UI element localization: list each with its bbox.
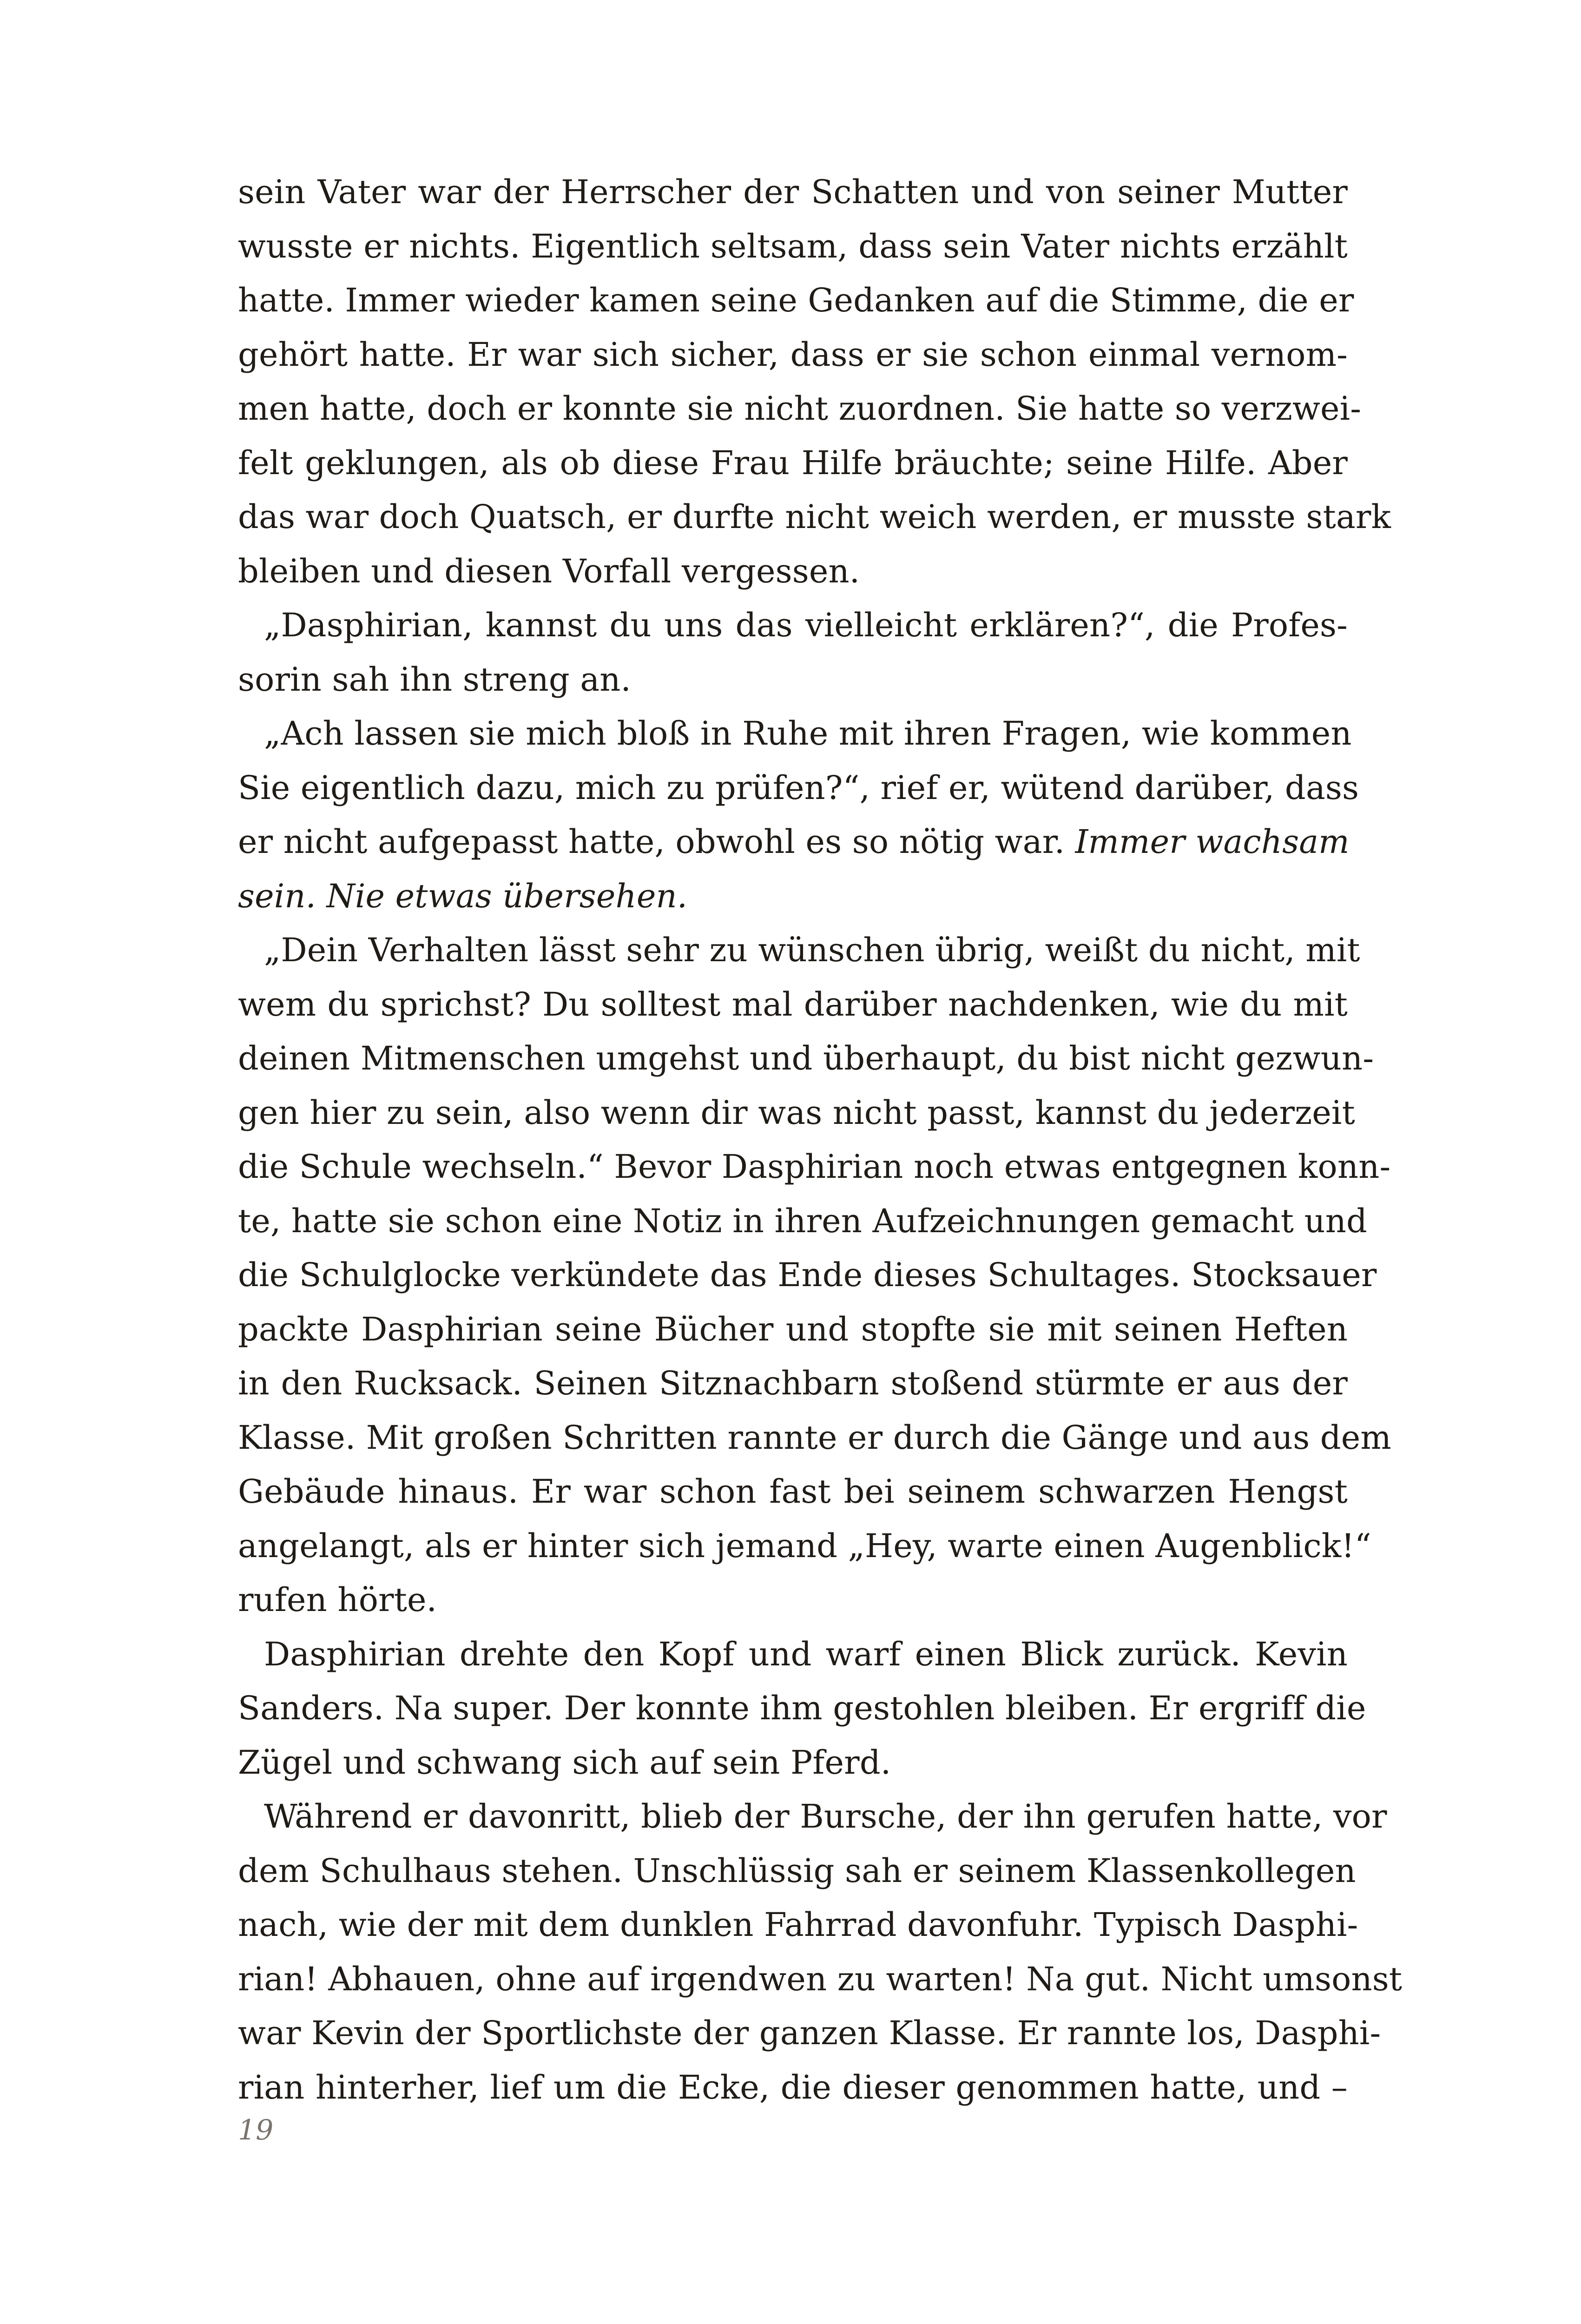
text-line [238,1302,1348,1357]
line-text: bleiben und diesen Vorfall vergessen. [238,552,860,590]
line-text: packte Dasphirian seine Bücher und stopfte sie mit seinen Heften [238,1310,1348,1348]
text-line [238,382,1362,436]
text-line [238,869,1348,924]
text-line [238,1248,1377,1302]
text-line [238,490,1391,544]
line-text: Klasse. Mit großen Schritten rannte er durch die Gänge und aus dem [238,1418,1391,1457]
text-line [238,1031,1374,1086]
line-text: das war doch Quatsch, er durfte nicht weich werden, er musste stark [238,498,1391,536]
text-line [238,977,1348,1032]
text-line [238,219,1348,274]
line-text: felt geklungen, als ob diese Frau Hilfe bräuchte; seine Hilfe. Aber [238,443,1348,482]
text-line [238,1140,1391,1194]
line-text: angelangt, als er hinter sich jemand „Hey, warte einen Augenblick!“ [238,1526,1371,1565]
line-text: „Dein Verhalten lässt sehr zu wünschen übrig, weißt du nicht, mit [264,931,1360,969]
text-line [238,1681,1366,1736]
body-text [238,165,1403,2114]
text-line [238,706,1352,761]
text-line [238,1519,1371,1573]
text-line [238,2060,1348,2115]
text-line [238,1194,1368,1248]
line-text: gen hier zu sein, also wenn dir was nicht passt, kannst du jederzeit [238,1093,1355,1132]
line-text: rian hinterher, lief um die Ecke, die dieser genommen hatte, und – [238,2068,1348,2106]
line-text: wusste er nichts. Eigentlich seltsam, dass sein Vater nichts erzählt [238,227,1348,265]
line-text: hatte. Immer wieder kamen seine Gedanken auf die Stimme, die er [238,281,1354,319]
text-line [238,1411,1391,1465]
line-text: Während er davonritt, blieb der Bursche, der ihn gerufen hatte, vor [264,1797,1387,1835]
text-line [238,923,1360,977]
line-text: Zügel und schwang sich auf sein Pferd. [238,1743,891,1782]
text-line [238,1952,1403,2007]
line-text: Dasphirian drehte den Kopf und warf einen Blick zurück. Kevin [264,1635,1348,1673]
page-number: 19 [238,2114,274,2146]
line-text: rian! Abhauen, ohne auf irgendwen zu warten! Na gut. Nicht umsonst [238,1960,1403,1998]
text-line [238,1573,1348,1627]
text-line [238,1356,1348,1411]
text-line [238,1627,1348,1682]
line-text: Sanders. Na super. Der konnte ihm gestohlen bleiben. Er ergriff die [238,1689,1366,1727]
line-text: „Ach lassen sie mich bloß in Ruhe mit ihren Fragen, wie kommen [264,714,1352,753]
text-line [238,328,1348,382]
line-text: men hatte, doch er konnte sie nicht zuordnen. Sie hatte so verzwei- [238,390,1362,428]
text-line [238,1465,1348,1519]
line-text: Gebäude hinaus. Er war schon fast bei seinem schwarzen Hengst [238,1472,1348,1511]
line-text: te, hatte sie schon eine Notiz in ihren Aufzeichnungen gemacht und [238,1202,1368,1240]
italic-text: sein. Nie etwas übersehen. [238,877,688,915]
line-text: rufen hörte. [238,1581,437,1619]
line-text: wem du sprichst? Du solltest mal darüber nachdenken, wie du mit [238,985,1348,1023]
line-text: dem Schulhaus stehen. Unschlüssig sah er seinem Klassenkollegen [238,1851,1356,1890]
line-text: gehört hatte. Er war sich sicher, dass er sie schon einmal vernom- [238,335,1348,374]
line-text: in den Rucksack. Seinen Sitznachbarn stoßend stürmte er aus der [238,1364,1348,1402]
line-text: er nicht aufgepasst hatte, obwohl es so nötig war. [238,823,1075,861]
text-line [238,2006,1381,2060]
line-text: war Kevin der Sportlichste der ganzen Klasse. Er rannte los, Dasphi- [238,2014,1381,2052]
text-line [238,761,1359,815]
text-line [238,1844,1356,1898]
text-line [238,815,1348,869]
text-line [238,436,1348,490]
text-line [238,1086,1355,1140]
text-line [238,1789,1387,1844]
text-line [238,165,1348,219]
italic-text: Immer wachsam [1075,823,1350,861]
text-line [238,598,1348,653]
line-text: sein Vater war der Herrscher der Schatten und von seiner Mutter [238,173,1348,211]
text-line [238,273,1354,328]
line-text: „Dasphirian, kannst du uns das vielleicht erklären?“, die Profes- [264,606,1348,644]
text-line [238,544,1348,599]
line-text: Sie eigentlich dazu, mich zu prüfen?“, rief er, wütend darüber, dass [238,768,1359,807]
line-text: deinen Mitmenschen umgehst und überhaupt, du bist nicht gezwun- [238,1039,1374,1077]
line-text: sorin sah ihn streng an. [238,660,631,699]
line-text: nach, wie der mit dem dunklen Fahrrad davonfuhr. Typisch Dasphi- [238,1906,1358,1944]
line-text: die Schulglocke verkündete das Ende dieses Schultages. Stocksauer [238,1256,1377,1294]
text-line [238,1736,1348,1790]
text-line [238,1898,1358,1952]
line-text: die Schule wechseln.“ Bevor Dasphirian noch etwas entgegnen konn- [238,1148,1391,1186]
text-line [238,653,1348,707]
